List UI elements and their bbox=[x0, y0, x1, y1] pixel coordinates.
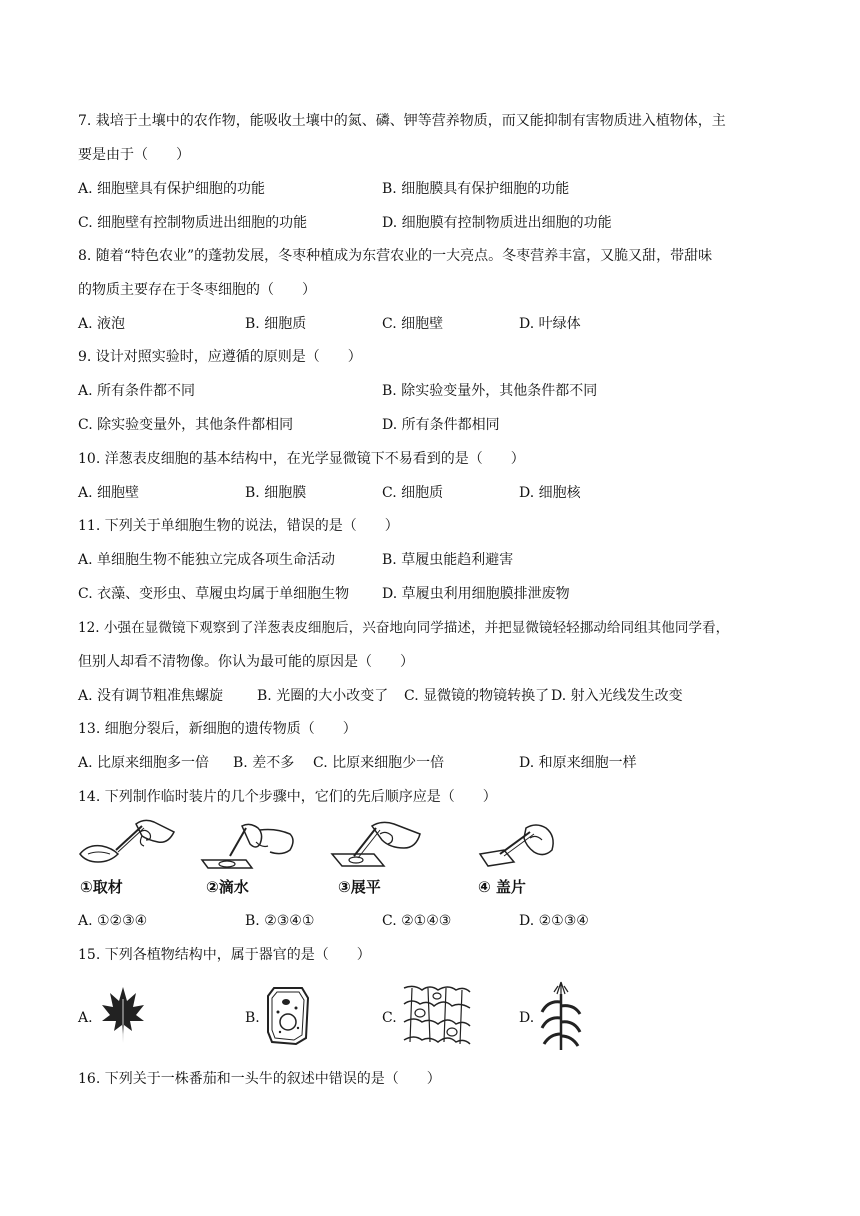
q15-option-b: B. bbox=[245, 1010, 260, 1026]
q10-option-b: B. 细胞膜 bbox=[245, 485, 307, 501]
q13-stem: 13. 细胞分裂后，新细胞的遗传物质（ ） bbox=[78, 721, 357, 737]
leaf-illustration bbox=[100, 985, 146, 1045]
q14-option-a: A. ①②③④ bbox=[78, 913, 148, 929]
q11-option-a: A. 单细胞生物不能独立完成各项生命活动 bbox=[78, 552, 336, 568]
step4-caption: ④ 盖片 bbox=[478, 878, 526, 896]
q15-option-a: A. bbox=[78, 1010, 93, 1026]
q7-option-a: A. 细胞壁具有保护细胞的功能 bbox=[78, 181, 266, 197]
q12-option-b: B. 光圈的大小改变了 bbox=[257, 688, 389, 704]
q11-option-d: D. 草履虫利用细胞膜排泄废物 bbox=[382, 586, 570, 602]
q12-option-d: D. 射入光线发生改变 bbox=[551, 688, 683, 704]
q8-option-d: D. 叶绿体 bbox=[519, 316, 581, 332]
tissue-illustration bbox=[400, 982, 472, 1048]
q7-stem-line2: 要是由于（ ） bbox=[78, 147, 190, 163]
step3-caption: ③展平 bbox=[338, 878, 381, 896]
q12-stem-line2: 但别人却看不清物像。你认为最可能的原因是（ ） bbox=[78, 654, 414, 670]
q13-option-b: B. 差不多 bbox=[233, 755, 295, 771]
q11-option-c: C. 衣藻、变形虫、草履虫均属于单细胞生物 bbox=[78, 586, 350, 602]
q8-stem-line1: 8. 随着“特色农业”的蓬勃发展，冬枣种植成为东营农业的一大亮点。冬枣营养丰富，又脆又甜，带甜味 bbox=[78, 248, 713, 264]
plant-cell-illustration bbox=[266, 984, 310, 1046]
q9-option-a: A. 所有条件都不同 bbox=[78, 383, 196, 399]
q14-option-c: C. ②①④③ bbox=[382, 913, 452, 929]
q16-stem: 16. 下列关于一株番茄和一头牛的叙述中错误的是（ ） bbox=[78, 1071, 441, 1087]
q10-stem: 10. 洋葱表皮细胞的基本结构中，在光学显微镜下不易看到的是（ ） bbox=[78, 451, 525, 467]
q12-stem-line1: 12. 小强在显微镜下观察到了洋葱表皮细胞后，兴奋地向同学描述，并把显微镜轻轻挪动给同组其他同学看， bbox=[78, 620, 730, 636]
q8-stem-line2: 的物质主要存在于冬枣细胞的（ ） bbox=[78, 282, 316, 298]
corn-plant-illustration bbox=[540, 980, 582, 1050]
q11-option-b: B. 草履虫能趋利避害 bbox=[382, 552, 514, 568]
q9-option-c: C. 除实验变量外，其他条件都相同 bbox=[78, 417, 294, 433]
q14-option-d: D. ②①③④ bbox=[519, 913, 589, 929]
q13-option-d: D. 和原来细胞一样 bbox=[519, 755, 637, 771]
q13-option-c: C. 比原来细胞少一倍 bbox=[313, 755, 445, 771]
q8-option-c: C. 细胞壁 bbox=[382, 316, 444, 332]
q7-stem-line1: 7. 栽培于土壤中的农作物，能吸收土壤中的氮、磷、钾等营养物质，而又能抑制有害物质进入植物体，主 bbox=[78, 113, 726, 129]
q15-option-c: C. bbox=[382, 1010, 397, 1026]
q14-option-b: B. ②③④① bbox=[245, 913, 315, 929]
q10-option-d: D. 细胞核 bbox=[519, 485, 581, 501]
q14-stem: 14. 下列制作临时装片的几个步骤中，它们的先后顺序应是（ ） bbox=[78, 789, 497, 805]
q8-option-a: A. 液泡 bbox=[78, 316, 126, 332]
step4-cover-slip-illustration bbox=[460, 820, 560, 870]
q10-option-a: A. 细胞壁 bbox=[78, 485, 140, 501]
step2-drip-water-illustration bbox=[200, 822, 298, 870]
q7-option-c: C. 细胞壁有控制物质进出细胞的功能 bbox=[78, 215, 308, 231]
q15-stem: 15. 下列各植物结构中，属于器官的是（ ） bbox=[78, 947, 371, 963]
q12-option-a: A. 没有调节粗准焦螺旋 bbox=[78, 688, 224, 704]
step1-take-material-illustration bbox=[78, 818, 178, 870]
step3-spread-flat-illustration bbox=[328, 820, 428, 870]
q7-option-b: B. 细胞膜具有保护细胞的功能 bbox=[382, 181, 570, 197]
q15-option-d: D. bbox=[519, 1010, 535, 1026]
q13-option-a: A. 比原来细胞多一倍 bbox=[78, 755, 210, 771]
q10-option-c: C. 细胞质 bbox=[382, 485, 444, 501]
q12-option-c: C. 显微镜的物镜转换了 bbox=[404, 688, 550, 704]
q9-option-b: B. 除实验变量外，其他条件都不同 bbox=[382, 383, 598, 399]
q7-option-d: D. 细胞膜有控制物质进出细胞的功能 bbox=[382, 215, 612, 231]
q11-stem: 11. 下列关于单细胞生物的说法，错误的是（ ） bbox=[78, 518, 399, 534]
q8-option-b: B. 细胞质 bbox=[245, 316, 307, 332]
q9-option-d: D. 所有条件都相同 bbox=[382, 417, 500, 433]
step1-caption: ①取材 bbox=[80, 878, 123, 896]
q9-stem: 9. 设计对照实验时，应遵循的原则是（ ） bbox=[78, 349, 362, 365]
step2-caption: ②滴水 bbox=[206, 878, 249, 896]
